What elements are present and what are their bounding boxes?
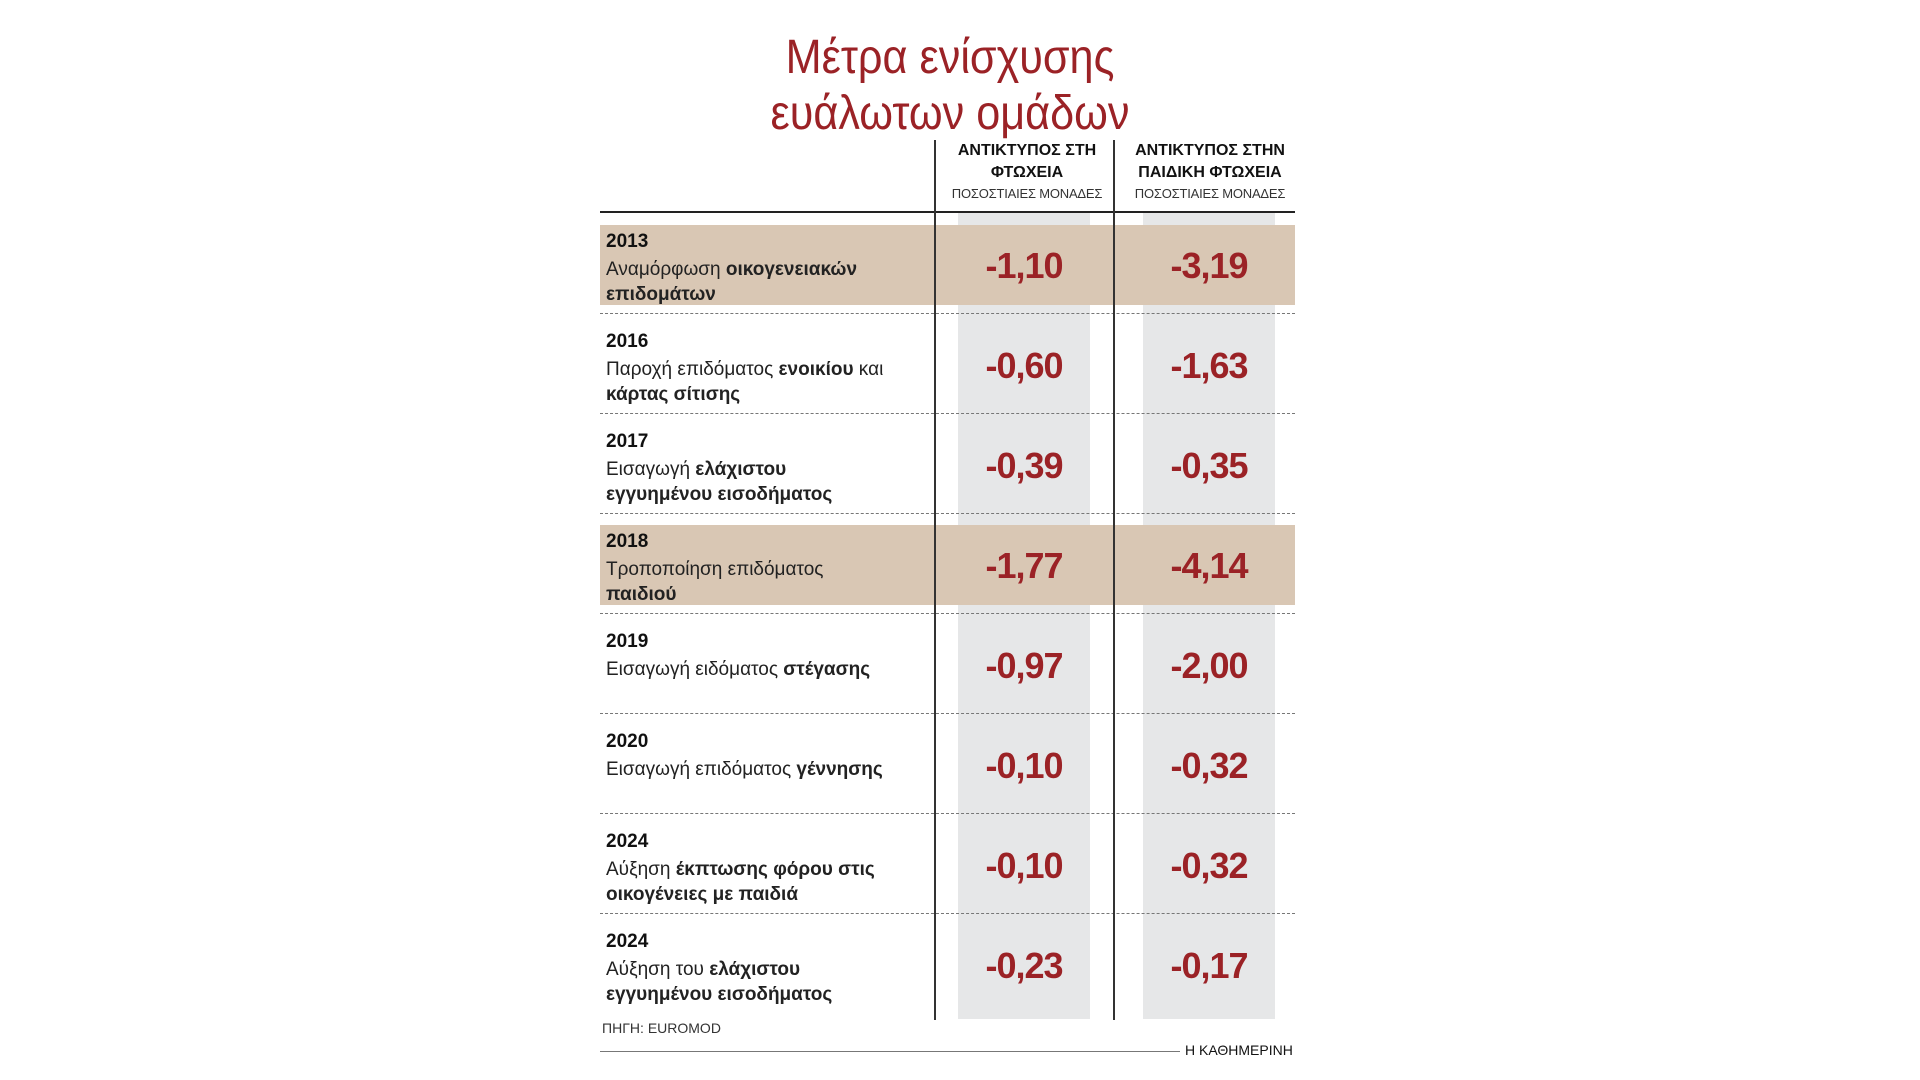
column-subheader-poverty: ΠΟΣΟΣΤΙΑΙΕΣ ΜΟΝΑΔΕΣ [951,186,1103,201]
description-bold-segment: ελάχιστου εγγυημένου εισοδήματος [606,959,833,1005]
description-bold-segment: οικογενειακών επιδομάτων [606,259,858,305]
title-line-2: ευάλωτων ομάδων [770,87,1130,140]
poverty-impact-value: -0,23 [985,945,1063,986]
child-poverty-impact-value: -1,63 [1170,345,1248,386]
row-year: 2024 [606,831,649,852]
table-row [600,613,1295,713]
poverty-impact-value: -1,77 [985,545,1063,586]
column-header-poverty: ΑΝΤΙΚΤΥΠΟΣ ΣΤΗ ΦΤΩΧΕΙΑ [957,142,1097,181]
row-description [606,457,896,507]
poverty-impact-value: -0,10 [985,745,1063,786]
description-segment: Αύξηση του [606,959,710,980]
description-bold-segment: έκπτωσης φόρου στις οικογένειες με παιδιά [606,859,875,905]
description-bold-segment: στέγασης [783,659,871,680]
row-year: 2020 [606,731,649,752]
poverty-impact-value: -0,60 [985,345,1063,386]
description-bold-segment: παιδιού [606,584,677,605]
table-row [600,913,1295,1013]
description-segment: Εισαγωγή ειδόματος [606,659,784,680]
row-description [606,857,896,907]
footer-rule [600,1051,1180,1052]
table-row [600,413,1295,513]
poverty-impact-value: -0,97 [985,645,1063,686]
description-segment: Τροποποίηση επιδόματος [606,559,824,580]
column-divider-1 [934,140,936,1020]
description-bold-segment: ενοικίου [778,359,854,380]
description-bold-segment: ελάχιστου εγγυημένου εισοδήματος [606,459,833,505]
description-segment: Αναμόρφωση [606,259,726,280]
row-description [606,957,896,1007]
child-poverty-impact-value: -4,14 [1170,545,1248,586]
row-description [606,357,896,407]
child-poverty-impact-value: -0,32 [1170,845,1248,886]
row-year: 2019 [606,631,649,652]
description-segment: Εισαγωγή [606,459,696,480]
description-segment: και [853,359,884,380]
child-poverty-impact-value: -3,19 [1170,245,1248,286]
row-description [606,657,896,682]
poverty-impact-value: -0,10 [985,845,1063,886]
title-line-1: Μέτρα ενίσχυσης [785,31,1115,84]
row-year: 2017 [606,431,649,452]
row-year: 2018 [606,531,649,552]
row-year: 2016 [606,331,649,352]
table-row [600,513,1295,613]
poverty-impact-value: -1,10 [985,245,1063,286]
description-segment: Παροχή επιδόματος [606,359,779,380]
table-row [600,313,1295,413]
column-header-child-poverty: ΑΝΤΙΚΤΥΠΟΣ ΣΤΗΝ ΠΑΙΔΙΚΗ ΦΤΩΧΕΙΑ [1135,142,1285,181]
child-poverty-impact-value: -2,00 [1170,645,1248,686]
row-year: 2013 [606,231,649,252]
description-bold-segment: γέννησης [796,759,883,780]
source-note: ΠΗΓΗ: EUROMOD [602,1020,721,1036]
poverty-impact-value: -0,39 [985,445,1063,486]
row-description [606,757,896,782]
child-poverty-impact-value: -0,32 [1170,745,1248,786]
description-segment: Αύξηση [606,859,676,880]
table-row [600,713,1295,813]
table-row [600,213,1295,313]
child-poverty-impact-value: -0,35 [1170,445,1248,486]
publisher-brand: Η ΚΑΘΗΜΕΡΙΝΗ [1185,1042,1293,1058]
chart-title [635,30,1265,142]
row-description [606,557,896,607]
row-description [606,257,896,307]
row-year: 2024 [606,931,649,952]
table-row [600,813,1295,913]
description-segment: Εισαγωγή επιδόματος [606,759,797,780]
column-subheader-child-poverty: ΠΟΣΟΣΤΙΑΙΕΣ ΜΟΝΑΔΕΣ [1134,186,1286,201]
column-divider-2 [1113,140,1115,1020]
child-poverty-impact-value: -0,17 [1170,945,1248,986]
description-bold-segment: κάρτας σίτισης [606,384,741,405]
